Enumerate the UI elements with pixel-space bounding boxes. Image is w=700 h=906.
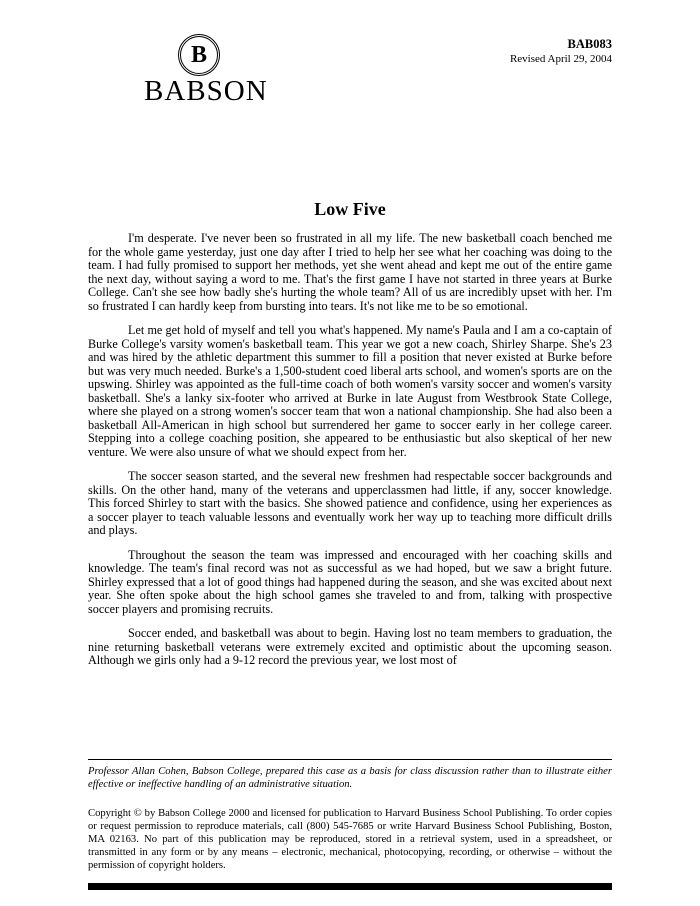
- doc-revised-date: Revised April 29, 2004: [509, 53, 612, 66]
- copyright-notice: Copyright © by Babson College 2000 and licensed for publication to Harvard Business School Publishing. To order copies or request permission to reproduce materials, call (800) 545-7685 or write Harvard Business School Publishing, Boston, MA 02163. No part of this publication may be reproduced, stored in a retrieval system, used in a spreadsheet, or transmitted in any form or by any means – electronic, mechanical, photocopying, recording, or otherwise – without the permission of copyright holders.: [88, 808, 612, 871]
- footnote: Professor Allan Cohen, Babson College, prepared this case as a basis for class discussion rather than to illustrate either effective or ineffective handling of an administrative situation.: [88, 766, 612, 790]
- page-title: Low Five: [314, 199, 386, 219]
- babson-logo: [144, 34, 268, 107]
- body-paragraph: I'm desperate. I've never been so frustrated in all my life. The new basketball coach benched me for the whole game yesterday, just one day after I tried to help her see what her coaching was doing to the team. I had fully promised to support her methods, yet she went ahead and kept me out of the entire game the next day, without saying a word to me. That's the first game I have not started in three years at Burke College. Can't she see how badly she's hurting the whole team? All of us are incredibly upset with her. I'm so frustrated I can hardly keep from bursting into tears. It's not like me to be so emotional.: [88, 231, 612, 313]
- footnote-divider: [88, 759, 612, 760]
- body-paragraph: Throughout the season the team was impressed and encouraged with her coaching skills and knowledge. The team's final record was not as successful as we had hoped, but we saw a bright future. Shirley expressed that a lot of good things had happened during the season, and she was excited about next year. She often spoke about the high school games she traveled to and from, talking with prospective soccer players and promising recruits.: [88, 547, 612, 616]
- body-paragraph: Let me get hold of myself and tell you what's happened. My name's Paula and I am a co-captain of Burke College's varsity women's basketball team. This year we got a new coach, Shirley Sharpe. She's 23 and was hired by the athletic department this summer to fill a position that never existed at Burke before but was very much needed. Burke's a 1,500-student coed liberal arts school, and women's sports are on the upswing. Shirley was appointed as the full-time coach of both women's varsity soccer and women's varsity basketball. She's a lanky six-footer who arrived at Burke in late August from Westbrook State College, where she played on a strong women's soccer team that won a national championship. She had also been a basketball All-American in high school but surrendered her game to soccer early in her college career. Stepping into a college coaching position, she appeared to be enthusiastic but also skeptical of her new venture. We were also unsure of what we should expect from her.: [88, 323, 612, 459]
- body-paragraph: The soccer season started, and the several new freshmen had respectable soccer backgrounds and skills. On the other hand, many of the veterans and upperclassmen had little, if any, soccer knowledge. This forced Shirley to start with the basics. She showed patience and confidence, using her experiences as a soccer player to teach valuable lessons and eventually work her way up to teaching more difficult drills and plays.: [88, 469, 612, 538]
- babson-emblem-icon: [178, 34, 220, 76]
- bottom-rule: [88, 883, 612, 890]
- page-footer: [88, 759, 612, 890]
- logo-name: BABSON: [144, 75, 268, 107]
- body-paragraph: Soccer ended, and basketball was about to begin. Having lost no team members to graduation, the nine returning basketball veterans were extremely excited and optimistic about the upcoming season. Although we girls only had a 9-12 record the previous year, we lost most of: [88, 626, 612, 668]
- case-body: [88, 232, 612, 668]
- doc-id: BAB083: [567, 37, 612, 51]
- doc-info: [510, 36, 612, 67]
- page-header: [88, 34, 612, 118]
- logo-monogram: B: [190, 42, 207, 68]
